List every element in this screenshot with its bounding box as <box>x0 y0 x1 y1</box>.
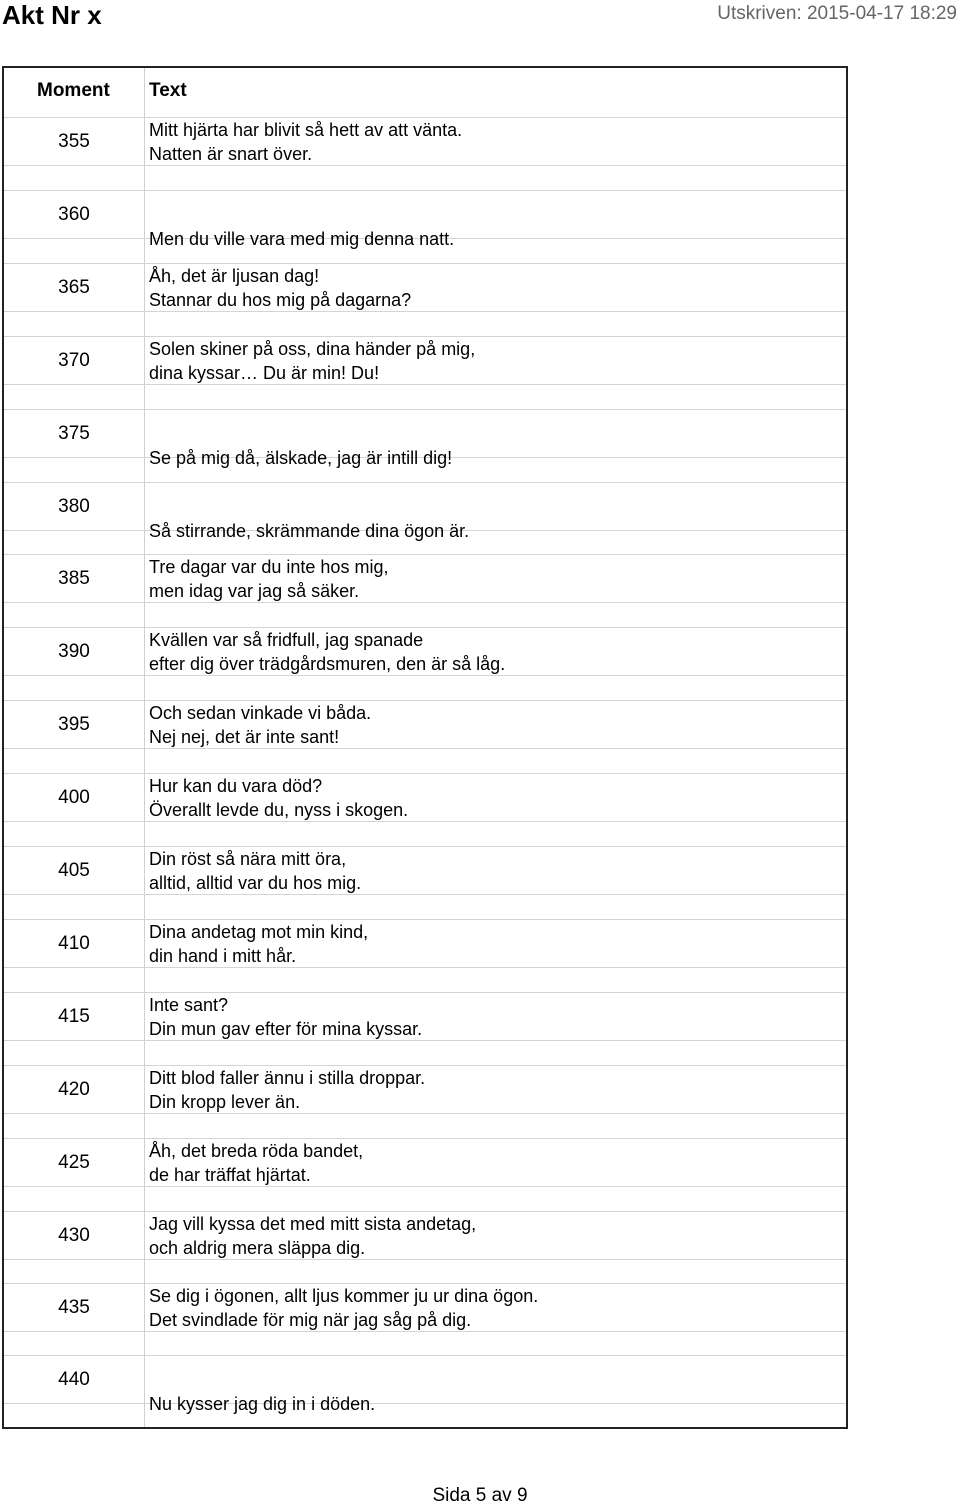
text-line: Din kropp lever än. <box>149 1091 301 1112</box>
moment-text <box>149 118 839 166</box>
text-line: alltid, alltid var du hos mig. <box>149 873 362 893</box>
table-row <box>4 992 846 1065</box>
table-row <box>4 554 846 627</box>
moment-text <box>149 227 839 251</box>
text-line: Jag vill kyssa det med mitt sista andetag, <box>149 1213 477 1234</box>
moment-text <box>149 847 839 895</box>
moment-number: 370 <box>58 349 90 371</box>
row-divider <box>4 190 846 191</box>
text-line: men idag var jag så säker. <box>149 581 360 602</box>
row-divider <box>4 482 846 483</box>
moment-number: 420 <box>58 1078 90 1100</box>
table-row <box>4 263 846 336</box>
moment-text <box>149 519 839 543</box>
moment-text <box>149 264 839 312</box>
table-row <box>4 409 846 482</box>
table-row <box>4 1355 846 1429</box>
moment-text <box>149 920 839 968</box>
text-line: dina kyssar… Du är min! Du! <box>149 362 380 383</box>
table-row <box>4 1283 846 1356</box>
moment-number: 380 <box>58 495 90 517</box>
text-line: Åh, det är ljusan dag! <box>149 265 320 286</box>
moment-number: 395 <box>58 714 90 736</box>
moment-number: 385 <box>58 568 90 590</box>
moment-text <box>149 337 839 385</box>
moment-number: 435 <box>58 1297 90 1319</box>
table-row <box>4 1138 846 1211</box>
text-line: Åh, det breda röda bandet, <box>149 1140 364 1161</box>
text-line: och aldrig mera släppa dig. <box>149 1237 366 1258</box>
moment-number: 410 <box>58 932 90 954</box>
text-line: Stannar du hos mig på dagarna? <box>149 289 412 310</box>
moment-number: 400 <box>58 787 90 809</box>
text-line: Se dig i ögonen, allt ljus kommer ju ur dina ögon. <box>149 1286 539 1307</box>
table-row <box>4 773 846 846</box>
moment-text <box>149 555 839 603</box>
column-header-text: Text <box>149 80 187 101</box>
text-line: efter dig över trädgårdsmuren, den är så låg. <box>149 654 506 675</box>
text-line: Nej nej, det är inte sant! <box>149 727 340 748</box>
table-row <box>4 482 846 555</box>
text-line: Nu kysser jag dig in i döden. <box>149 1394 376 1414</box>
column-header-moment: Moment <box>37 80 110 101</box>
table-row <box>4 117 846 190</box>
moment-number: 360 <box>58 203 90 225</box>
moment-number: 425 <box>58 1151 90 1173</box>
moment-number: 415 <box>58 1005 90 1027</box>
text-line: Mitt hjärta har blivit så hett av att vänta. <box>149 120 463 140</box>
moment-number: 355 <box>58 131 90 152</box>
table-row <box>4 846 846 919</box>
table-row <box>4 190 846 263</box>
page-number: Sida 5 av 9 <box>432 1485 528 1506</box>
text-line: Det svindlade för mig när jag såg på dig. <box>149 1310 472 1331</box>
text-line: de har träffat hjärtat. <box>149 1164 311 1185</box>
text-line: Din mun gav efter för mina kyssar. <box>149 1018 423 1039</box>
moment-text <box>149 993 839 1041</box>
table-row <box>4 1211 846 1284</box>
text-line: Så stirrande, skrämmande dina ögon är. <box>149 520 470 541</box>
text-line: Se på mig då, älskade, jag är intill dig! <box>149 447 453 468</box>
text-line: Men du ville vara med mig denna natt. <box>149 228 455 249</box>
table-row <box>4 627 846 700</box>
moment-text <box>149 628 839 676</box>
moment-text <box>149 1139 839 1187</box>
text-line: Överallt levde du, nyss i skogen. <box>149 800 409 821</box>
table-row <box>4 700 846 773</box>
moment-text <box>149 774 839 822</box>
text-line: Kvällen var så fridfull, jag spanade <box>149 630 424 651</box>
text-line: Din röst så nära mitt öra, <box>149 849 347 869</box>
text-line: Hur kan du vara död? <box>149 776 323 797</box>
moment-number: 375 <box>58 422 90 444</box>
moment-number: 390 <box>58 641 90 663</box>
moment-table <box>2 66 848 1429</box>
text-line: Solen skiner på oss, dina händer på mig, <box>149 338 476 359</box>
text-line: din hand i mitt hår. <box>149 945 297 966</box>
moment-number: 440 <box>58 1369 90 1390</box>
table-row <box>4 1065 846 1138</box>
document-title: Akt Nr x <box>2 0 102 30</box>
print-timestamp: Utskriven: 2015-04-17 18:29 <box>717 3 957 24</box>
moment-number: 430 <box>58 1224 90 1246</box>
moment-text <box>149 701 839 749</box>
moment-text <box>149 1284 839 1332</box>
text-line: Dina andetag mot min kind, <box>149 921 369 942</box>
moment-number: 365 <box>58 276 90 298</box>
text-line: Ditt blod faller ännu i stilla droppar. <box>149 1067 426 1088</box>
table-row <box>4 919 846 992</box>
text-line: Tre dagar var du inte hos mig, <box>149 557 389 578</box>
text-line: Inte sant? <box>149 994 229 1015</box>
table-row <box>4 336 846 409</box>
moment-text <box>149 1392 839 1416</box>
text-line: Och sedan vinkade vi båda. <box>149 703 372 724</box>
row-divider <box>4 409 846 410</box>
moment-number: 405 <box>58 860 90 881</box>
moment-text <box>149 1212 839 1260</box>
text-line: Natten är snart över. <box>149 144 313 164</box>
moment-text <box>149 1066 839 1114</box>
moment-text <box>149 446 839 470</box>
row-divider <box>4 1355 846 1356</box>
